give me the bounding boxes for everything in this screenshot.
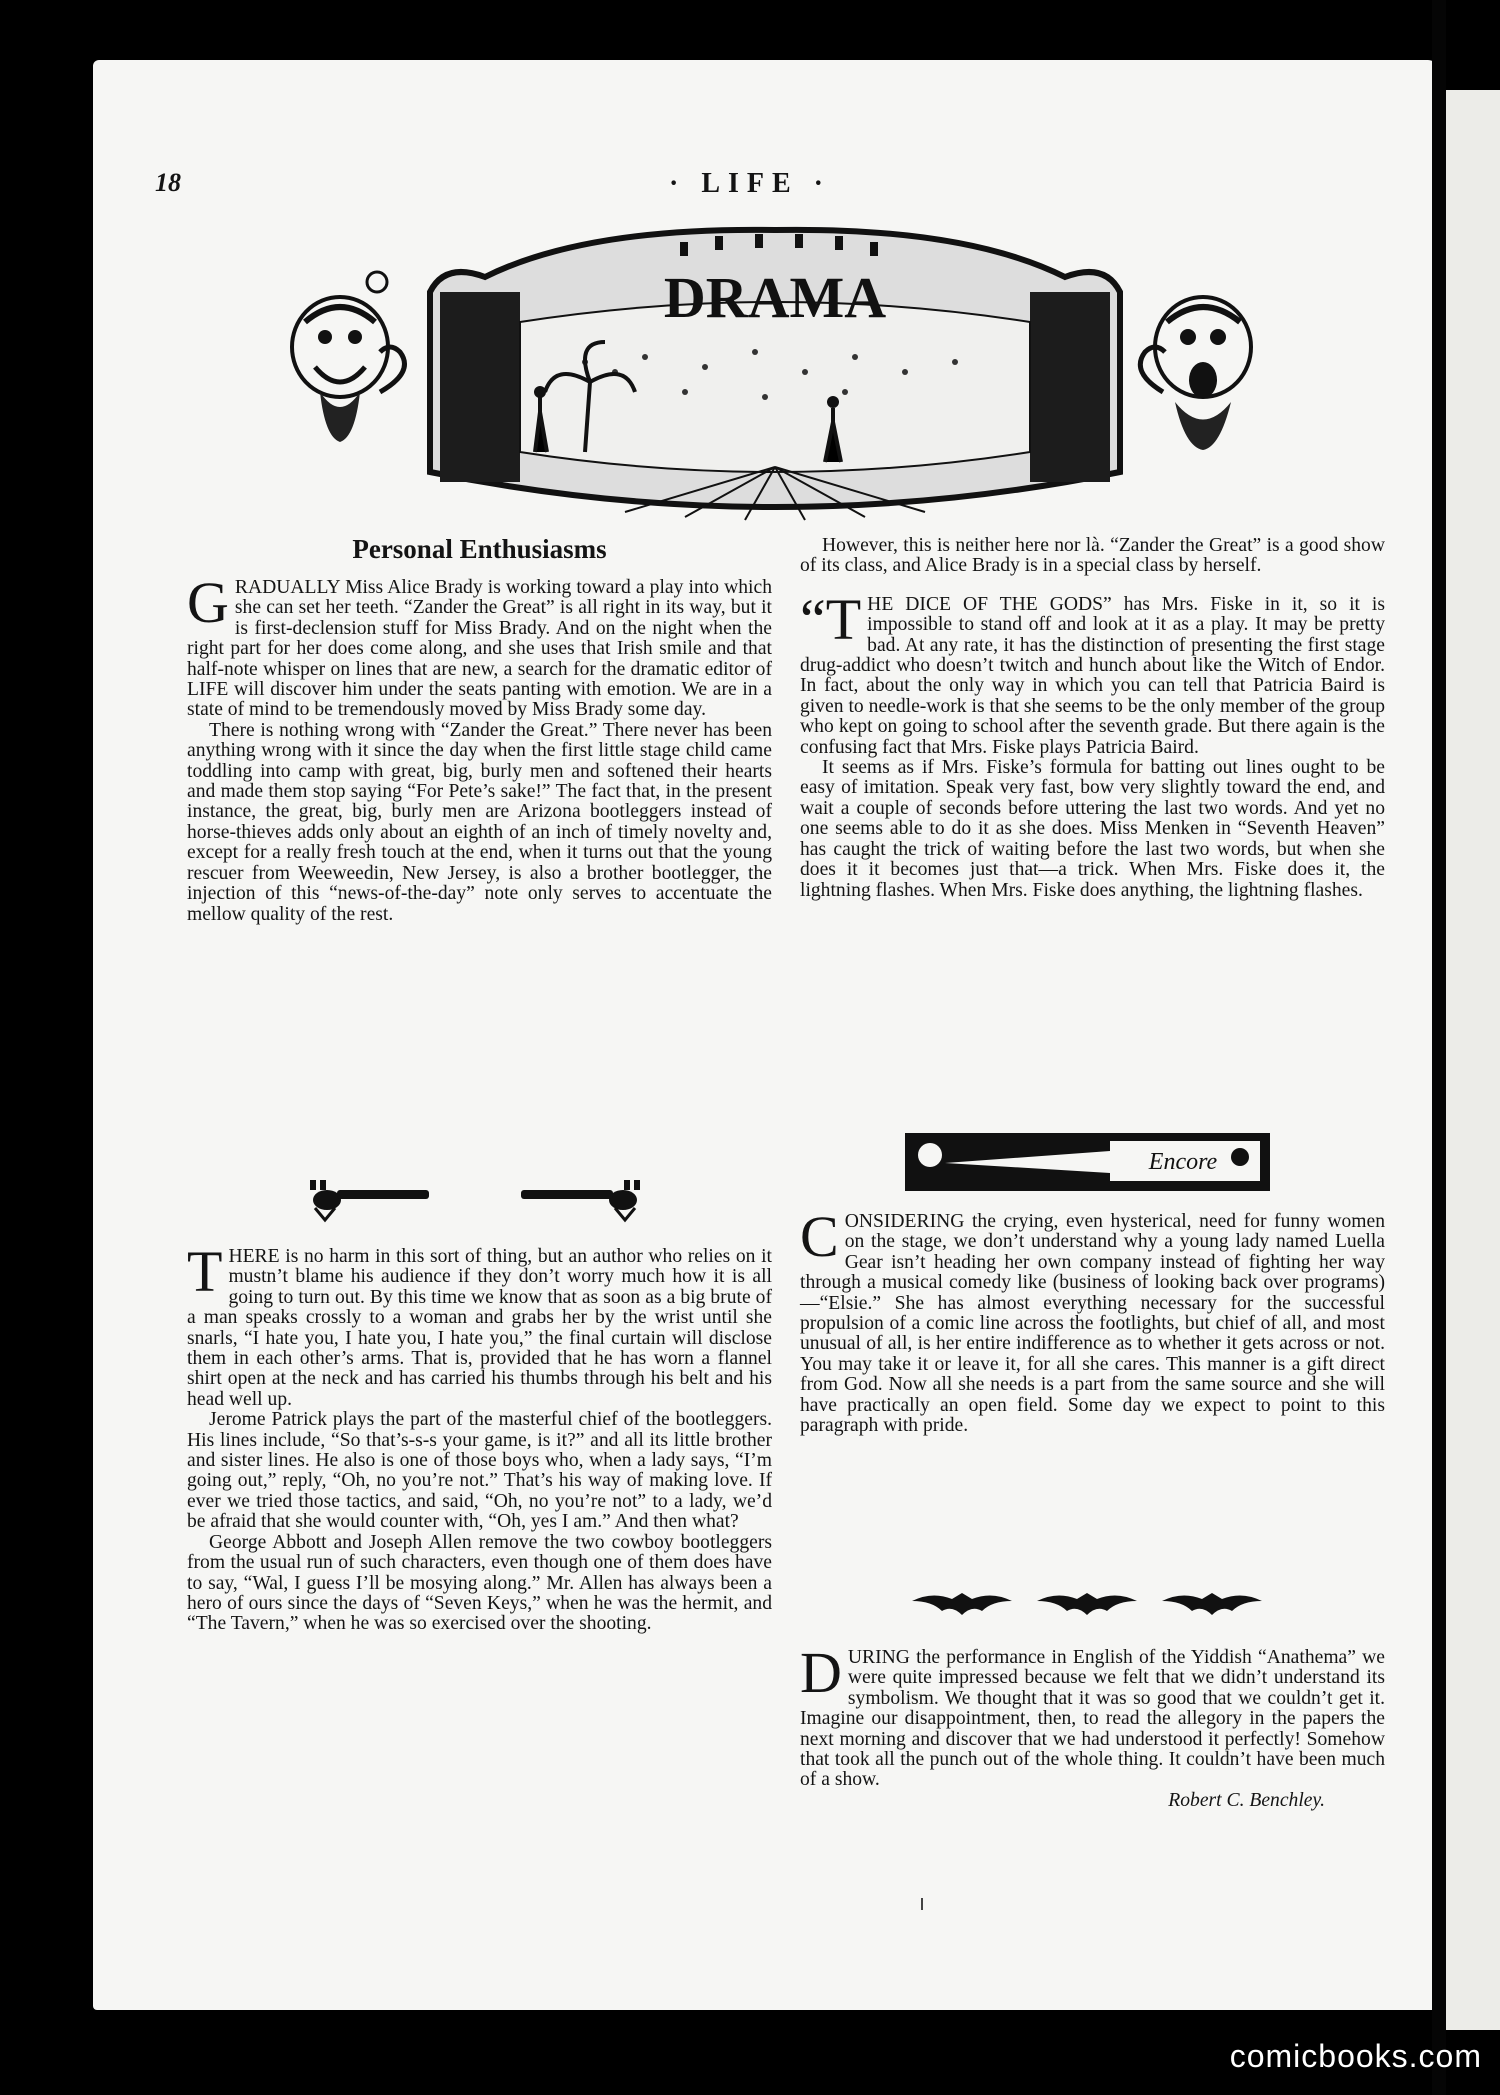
article-headline: Personal Enthusiasms [352,534,607,564]
bats-ornament [912,1587,1262,1621]
bat-icon [912,1593,1012,1615]
watermark: comicbooks.com [1229,2038,1482,2074]
encore-ornament [905,1133,1270,1191]
drop-cap: T [187,1239,223,1304]
spine-gap [1432,0,1446,2095]
magazine-title: · LIFE · [668,168,832,199]
paragraph: DURING the performance in English of the Yiddish “Anathema” we were quite impressed because we felt that we didn’t understand its symbolism. We thought that it was so good that we couldn’t get it. Imagine our disappointment, then, to read the allegory in the papers the next morning and discover that we had understood it perfectly! Somehow that took all the punch out of the whole thing. It couldn’t have been much of a show. [800,1640,1385,1791]
right-column-top [800,536,1385,901]
drop-cap: G [187,570,229,635]
paragraph: “THE DICE OF THE GODS” has Mrs. Fiske in it, so it is impossible to stand off and look at it as a play. It may be pretty bad. At any rate, it has the distinction of presenting the first stage drug-addict who doesn’t twitch and hunch about like the Witch of Endor. In fact, about the only way in which you can tell that Patricia Baird is given to needle-work is that she seems to be the only member of the group who kept on going to school after the seventh grade. But there again is the confusing fact that Mrs. Fiske plays Patricia Baird. [800,586,1385,758]
right-column-middle [800,1204,1385,1437]
page-number: 18 [155,168,181,197]
adjacent-page-edge [1446,90,1500,2030]
comedy-mask-icon [292,272,388,442]
right-column-bottom [800,1640,1385,1811]
paragraph: However, this is neither here nor là. “Zander the Great” is a good show of its class, and Alice Brady is in a special class by herself. [800,535,1385,577]
paragraph: GRADUALLY Miss Alice Brady is working toward a play into which she can set her teeth. “Zander the Great” is all right in its way, but it is first-declension stuff for Miss Brady. And on the night when the right part for her does come along, and she uses that Irish smile and that half-note whisper on lines that are new, a search for the dramatic editor of LIFE will discover him under the seats panting with emotion. We are in a state of mind to be tremendously moved by Miss Brady some day. [187,570,772,721]
encore-label: Encore [1148,1149,1218,1175]
paragraph: CONSIDERING the crying, even hysterical, need for funny women on the stage, we don’t understand why a young lady named Luella Gear isn’t heading her own company instead of fighting her way through a musical comedy like (business of looking back over programs)—“Elsie.” She has almost everything necessary for the successful propulsion of a comic line across the footlights, but chief of all, and most unusual of all, is her entire indifference as to whether it gets across or not. You may take it or leave it, for all she cares. This manner is a gift direct from God. Now all she needs is a part from the same source and she will have practically an open field. Some day we expect to point to this paragraph with pride. [800,1204,1385,1437]
bat-icon [1037,1593,1137,1615]
pistol-right-icon [521,1180,640,1220]
drama-banner-illustration [285,222,1265,522]
pistols-ornament [305,1178,655,1224]
pistol-left-icon [310,1180,429,1220]
left-column-bottom [187,1239,772,1635]
paragraph: THERE is no harm in this sort of thing, but an author who relies on it mustn’t blame his audience if they don’t worry much how it is all going to turn out. By this time we know that as soon as a big brute of a man speaks crossly to a woman and grabs her by the wrist until she snarls, “I hate you, I hate you, I hate you,” the final curtain will disclose them in each other’s arms. That is, provided that he has worn a flannel shirt open at the neck and has carried his thumbs through his belt and his head well up. [187,1239,772,1410]
paragraph: It seems as if Mrs. Fiske’s formula for batting out lines ought to be easy of imitation. Speak very fast, bow very slightly toward the end, and wait a couple of seconds before uttering the last two words. And yet no one seems able to do it as she does. Miss Menken in “Seventh Heaven” has caught the trick of waiting before the last two words, but when she does it it becomes just that—a trick. When Mrs. Fiske does it, the lightning flashes. When Mrs. Fiske does anything, the lightning flashes. [800,757,1385,901]
paragraph: George Abbott and Joseph Allen remove the two cowboy bootleggers from the usual run of such characters, even though one of them does have to say, “Wal, I guess I’ll be mosying along.” Mr. Allen has always been a hero of ours since the days of “Seven Keys,” when he was the hermit, and “The Tavern,” when he was so exercised over the shooting. [187,1531,772,1635]
bat-icon [1162,1593,1262,1615]
left-column-top [187,570,772,925]
drop-cap: “T [800,586,862,652]
drama-title: DRAMA [663,265,887,330]
print-mark [921,1898,923,1910]
author-signature: Robert C. Benchley. [1168,1789,1325,1811]
tragedy-mask-icon [1155,297,1251,450]
paragraph: There is nothing wrong with “Zander the Great.” There never has been anything wrong with it since the day when the first little stage child came toddling into camp with great, big, burly men and softened their hearts and made them stop saying “For Pete’s sake!” The fact that, in the present instance, the great, big, burly men are Arizona bootleggers instead of horse-thieves adds only about an eighth of an inch of timely novelty and, except for a really fresh touch at the end, when it turns out that the young rescuer from Weeweedin, New Jersey, is also a brother bootlegger, the injection of this “news-of-the-day” note only serves to accentuate the mellow quality of the rest. [187,719,772,925]
drop-cap: C [800,1204,839,1269]
drop-cap: D [800,1640,842,1705]
paragraph: Jerome Patrick plays the part of the masterful chief of the bootleggers. His lines include, “So that’s-s-s your game, is it?” and all its little brother and sister lines. He also is one of those boys who, when a lady says, “I’m going out,” reply, “Oh, no you’re not.” That’s his way of making love. If ever we tried those tactics, and said, “Oh, no you’re not” to a lady, we’d be afraid that she would counter with, “Oh, yes I am.” And then what? [187,1409,772,1533]
